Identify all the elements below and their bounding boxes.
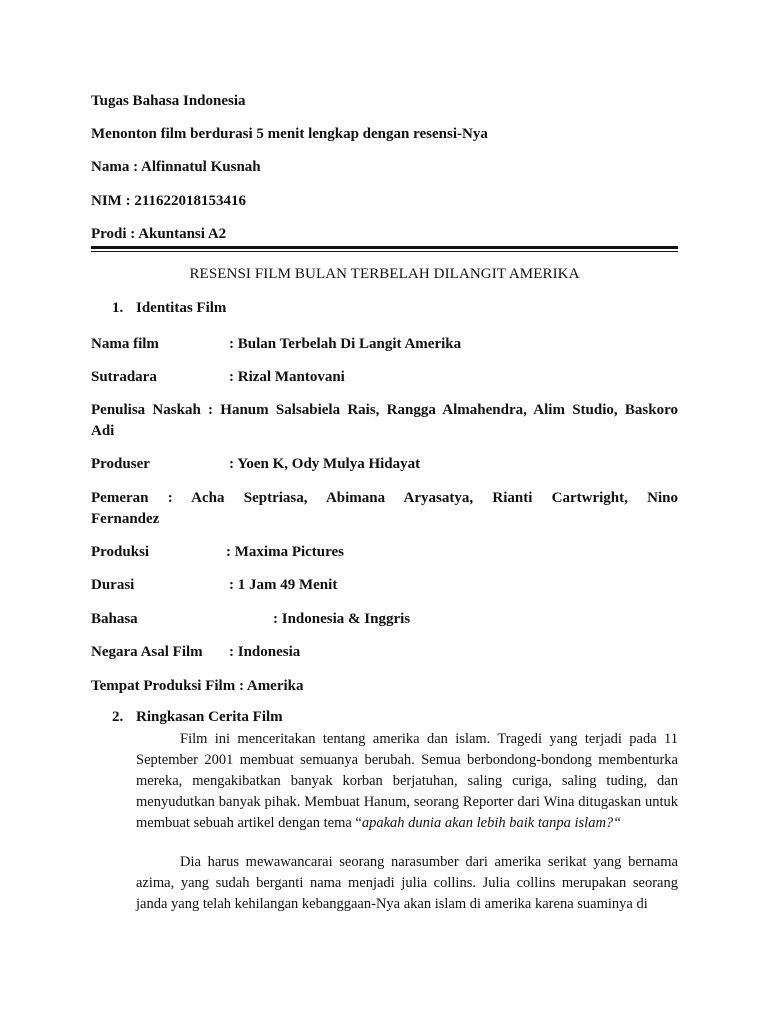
section-ringkasan-heading bbox=[112, 709, 283, 726]
summary-text: Dia harus mewawancarai seorang narasumber dari amerika serikat yang bernama azima, yang sudah berganti nama menjadi julia collins. Julia collins merupakan seorang janda yang telah kehilangan kebanggaan-Nya akan islam di amerika karena suaminya di bbox=[136, 854, 678, 912]
field-penulis-naskah-cont: Adi bbox=[91, 423, 115, 439]
assignment-description: Menonton film berdurasi 5 menit lengkap dengan resensi-Nya bbox=[91, 126, 488, 142]
field-value: : 1 Jam 49 Menit bbox=[229, 577, 338, 593]
field-pemeran-cont: Fernandez bbox=[91, 511, 160, 527]
field-label: Durasi bbox=[91, 577, 135, 593]
section-number: 2. bbox=[112, 709, 124, 725]
field-value: : Bulan Terbelah Di Langit Amerika bbox=[229, 336, 462, 352]
student-name: Nama : Alfinnatul Kusnah bbox=[91, 159, 261, 175]
summary-italic-quote: apakah dunia akan lebih baik tanpa islam?“ bbox=[361, 815, 622, 831]
summary-paragraph-1 bbox=[136, 729, 678, 834]
summary-text: Film ini menceritakan tentang amerika dan islam. Tragedi yang terjadi pada 11 September 2001 membuat semuanya berubah. Semua berbondong-bondong membenturka mereka, mengakibatkan banyak korban berjatuhan, saling curiga, saling tuding, dan menyudutkan banyak pihak. Membuat Hanum, seorang Reporter dari Wina ditugaskan untuk membuat sebuah artikel dengan tema “ bbox=[136, 731, 678, 831]
field-penulis-naskah: Penulisa Naskah : Hanum Salsabiela Rais, Rangga Almahendra, Alim Studio, Baskoro bbox=[91, 402, 678, 418]
section-label: Identitas Film bbox=[136, 300, 227, 316]
section-identitas-heading bbox=[112, 300, 226, 317]
header-divider-thin bbox=[91, 251, 678, 252]
section-label: Ringkasan Cerita Film bbox=[136, 709, 283, 725]
field-label: Bahasa bbox=[91, 611, 138, 627]
field-label: Nama film bbox=[91, 336, 159, 352]
section-number: 1. bbox=[112, 300, 124, 316]
field-value: : Yoen K, Ody Mulya Hidayat bbox=[229, 456, 421, 472]
field-value: : Indonesia & Inggris bbox=[273, 611, 411, 627]
study-program: Prodi : Akuntansi A2 bbox=[91, 226, 227, 242]
field-value: : Maxima Pictures bbox=[226, 544, 345, 560]
assignment-title: Tugas Bahasa Indonesia bbox=[91, 93, 246, 109]
student-id: NIM : 211622018153416 bbox=[91, 193, 246, 209]
field-value: : Indonesia bbox=[229, 644, 301, 660]
field-value: : Rizal Mantovani bbox=[229, 369, 345, 385]
field-label: Sutradara bbox=[91, 369, 157, 385]
review-title: RESENSI FILM BULAN TERBELAH DILANGIT AMERIKA bbox=[189, 266, 580, 282]
field-label: Produser bbox=[91, 456, 150, 472]
field-label: Negara Asal Film bbox=[91, 644, 203, 660]
field-label: Produksi bbox=[91, 544, 150, 560]
header-divider-thick bbox=[91, 246, 678, 249]
field-label: Tempat Produksi Film : Amerika bbox=[91, 678, 304, 694]
field-pemeran: Pemeran : Acha Septriasa, Abimana Aryasatya, Rianti Cartwright, Nino bbox=[91, 490, 678, 506]
summary-paragraph-2 bbox=[136, 852, 678, 915]
